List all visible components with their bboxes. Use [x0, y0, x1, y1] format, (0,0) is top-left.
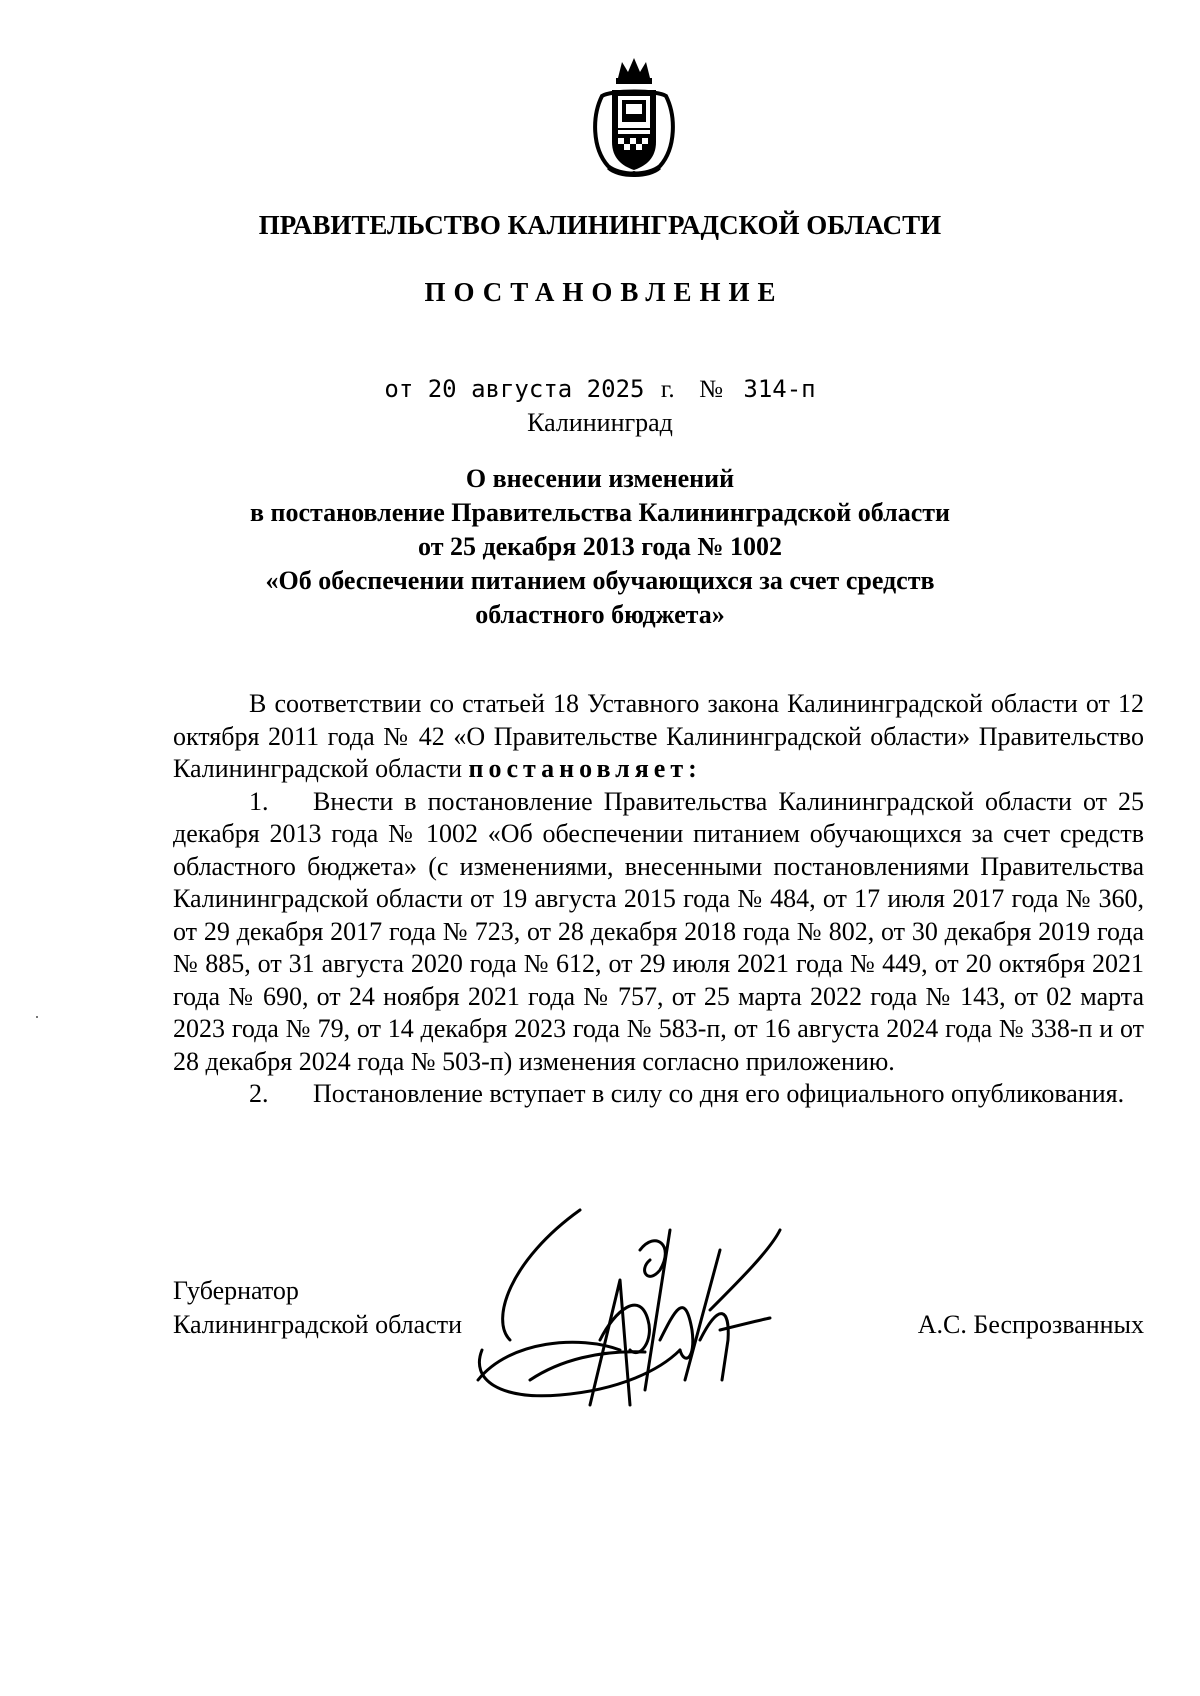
document-body [173, 688, 1144, 1111]
government-title: ПРАВИТЕЛЬСТВО КАЛИНИНГРАДСКОЙ ОБЛАСТИ [258, 210, 942, 240]
document-date-number [0, 375, 1200, 404]
subject-line: О внесении изменений [465, 464, 735, 493]
signer-name: А.С. Беспрозванных [917, 1310, 1144, 1339]
date-year-suffix: г. [660, 376, 675, 403]
clause-text: Постановление вступает в силу со дня его официального опубликования. [313, 1079, 1125, 1108]
preamble-paragraph [173, 688, 1144, 786]
scan-speck [36, 1016, 38, 1018]
subject-line: от 25 декабря 2013 года № 1002 [418, 532, 782, 561]
document-type: ПОСТАНОВЛЕНИЕ [424, 277, 784, 307]
clause-number: 2. [249, 1079, 269, 1108]
number-sign: № [699, 376, 723, 403]
signer-position-region: Калининградской области [173, 1310, 463, 1339]
coat-of-arms-emblem [588, 56, 680, 180]
document-subject [200, 462, 1000, 632]
clause-text: Внести в постановление Правительства Калининградской области от 25 декабря 2013 года № 1002 «Об обеспечении питанием обучающихся за счет средств областного бюджета» (с изменениями, внесенными постановлениями Правительства Калининградской области от 19 августа 2015 года № 484, от 17 июля 2017 года № 360, от 29 декабря 2017 года № 723, от 28 декабря 2018 года № 802, от 30 декабря 2019 года № 885, от 31 августа 2020 года № 612, от 29 июля 2021 года № 449, от 20 октября 2021 года № 690, от 24 ноября 2021 года № 757, от 25 марта 2022 года № 143, от 02 марта 2023 года № 79, от 14 декабря 2023 года № 583-п, от 16 августа 2024 года № 338-п и от 28 декабря 2024 года № 503-п) изменения согласно приложению. [173, 786, 1144, 1076]
subject-line: областного бюджета» [475, 600, 725, 629]
clause-paragraph [173, 786, 1144, 1079]
handwritten-signature [470, 1190, 790, 1420]
subject-line: в постановление Правительства Калининградской области [249, 498, 951, 527]
subject-line: «Об обеспечении питанием обучающихся за счет средств [265, 566, 935, 595]
preamble-verb: постановляет: [468, 754, 702, 783]
document-number: 314-п [743, 375, 816, 403]
document-date: от 20 августа 2025 [384, 375, 645, 403]
signer-position: Губернатор [173, 1276, 299, 1305]
preamble-text: В соответствии со статьей 18 Уставного закона Калининградской области от 12 октября 2011 года № 42 «О Правительстве Калининградской области» Правительство Калининградской области [173, 689, 1144, 783]
clause-paragraph [173, 1078, 1144, 1111]
clause-number: 1. [249, 786, 269, 816]
document-city: Калининград [527, 408, 673, 437]
